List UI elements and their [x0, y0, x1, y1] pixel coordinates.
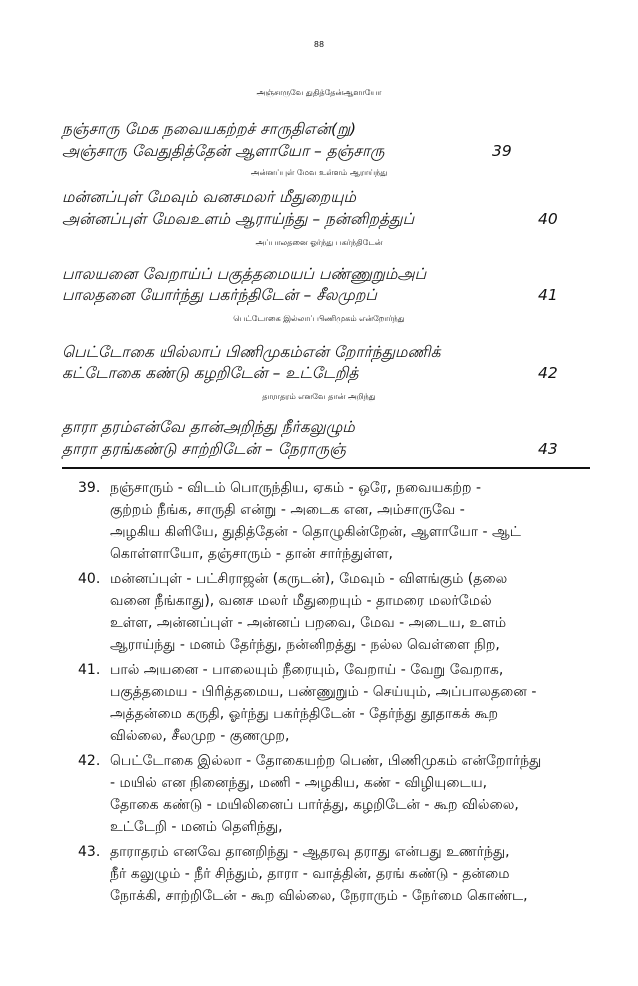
note-line: ஆராய்ந்து - மனம் தேர்ந்து, நன்னிறத்து - நல்ல வெள்ளை நிற, [110, 637, 500, 653]
note-line: உள்ள, அன்னப்புள் - அன்னப் பறவை, மேவ - அடைய, உளம் [110, 615, 507, 631]
note-text: பால் அயனை - பாலையும் நீரையும், வேறாய் - வேறு வேறாக, [110, 662, 504, 678]
page-number: 88 [313, 40, 325, 49]
note-line [78, 844, 510, 862]
verse-line: மன்னப்புள் மேவும் வனசமலர் மீதுறையும் [62, 188, 356, 206]
note-line [78, 753, 541, 771]
note-line: வனை நீங்காது), வனச மலர் மீதுறையும் - தாமரை மலர்மேல் [110, 593, 492, 609]
verse-number: 42 [538, 364, 558, 382]
note-number: 43. [78, 844, 101, 860]
verse-line: பாலயனை வேறாய்ப் பகுத்தமையப் பண்ணுறும்அப் [62, 265, 427, 283]
verse-number: 39 [492, 142, 512, 160]
verse-line: தாரா தரம்என்வே தான்அறிந்து நீர்கலுழும் [62, 418, 355, 436]
note-line: உட்டேறி - மனம் தெளிந்து, [110, 819, 283, 835]
divider-rule [62, 467, 590, 469]
note-line: அத்தன்மை கருதி, ஓர்ந்து பகர்ந்திடேன் - தேர்ந்து தூதாகக் கூற [110, 706, 499, 722]
note-text: நஞ்சாரும் - விடம் பொருந்திய, ஏகம் - ஒரே, நவையகற்ற - [110, 480, 482, 496]
verse-heading: பெட்டோகை இல்லாப் பிணிமுகம் என்றோர்ந்து [233, 314, 405, 323]
note-number: 39. [78, 480, 101, 496]
verse-heading: அப்பாலதனை ஓர்ந்து பகர்ந்திடேன் [255, 238, 383, 247]
note-line: தோகை கண்டு - மயிலினைப் பார்த்து, கழறிடேன் - கூற வில்லை, [110, 797, 519, 813]
verse-line: அன்னப்புள் மேவஉளம் ஆராய்ந்து – நன்னிறத்துப் [62, 210, 415, 228]
verse-line: நஞ்சாரு மேக நவையகற்றச் சாருதிஎன்(று) [62, 120, 357, 138]
note-text: பெட்டோகை இல்லா - தோகையற்ற பெண், பிணிமுகம் என்றோர்ந்து [110, 753, 542, 769]
verse-heading: தாராதரம் எனவே தான் அறிந்து [262, 392, 376, 401]
verse-line: பெட்டோகை யில்லாப் பிணிமுகம்என் றோர்ந்துமணிக் [62, 343, 441, 361]
note-line: அழகிய கிளியே, துதித்தேன் - தொழுகின்றேன், ஆளாயோ - ஆட் [110, 524, 521, 540]
note-number: 42. [78, 753, 101, 769]
note-line: நீர் கலுழும் - நீர் சிந்தும், தாரா - வாத்தின், தரங் கண்டு - தன்மை [110, 866, 510, 882]
verse-heading: அஞ்சாருவே துதித்தேன்ஆளாயோ [256, 88, 382, 97]
note-text: மன்னப்புள் - பட்சிராஜன் (கருடன்), மேவும் - விளங்கும் (தலை [110, 571, 508, 587]
note-line [78, 662, 503, 680]
note-line: கொள்ளாயோ, தஞ்சாரும் - தான் சார்ந்துள்ள, [110, 546, 394, 562]
verse-line: தாரா தரங்கண்டு சாற்றிடேன் – நேராருஞ் [62, 440, 346, 458]
note-line: நோக்கி, சாற்றிடேன் - கூற வில்லை, நேராரும் - நேர்மை கொண்ட, [110, 888, 528, 904]
note-line: - மயில் என நினைந்து, மணி - அழகிய, கண் - விழியுடைய, [110, 775, 488, 791]
note-number: 41. [78, 662, 101, 678]
verse-number: 43 [538, 440, 558, 458]
note-line: வில்லை, சீலமுற - குணமுற, [110, 728, 290, 744]
note-number: 40. [78, 571, 101, 587]
verse-heading: அன்னப்புள் மேவ உள்ளம் ஆராய்ந்து [250, 168, 388, 177]
verse-line: கட்டோகை கண்டு கழறிடேன் – உட்டேறித் [62, 364, 359, 382]
note-text: தாராதரம் எனவே தானறிந்து - ஆதரவு தராது என்பது உணர்ந்து, [110, 844, 510, 860]
note-line: குற்றம் நீங்க, சாருதி என்று - அடைக என, அம்சாருவே - [110, 502, 465, 518]
verse-line: பாலதனை யோர்ந்து பகர்ந்திடேன் – சீலமுறப் [62, 286, 377, 304]
verse-number: 40 [538, 210, 558, 228]
verse-line: அஞ்சாரு வேதுதித்தேன் ஆளாயோ – தஞ்சாரு [62, 142, 385, 160]
note-line: பகுத்தமைய - பிரித்தமைய, பண்ணுறும் - செய்யும், அப்பாலதனை - [110, 684, 537, 700]
verse-number: 41 [538, 286, 558, 304]
note-line [78, 480, 481, 498]
note-line [78, 571, 507, 589]
